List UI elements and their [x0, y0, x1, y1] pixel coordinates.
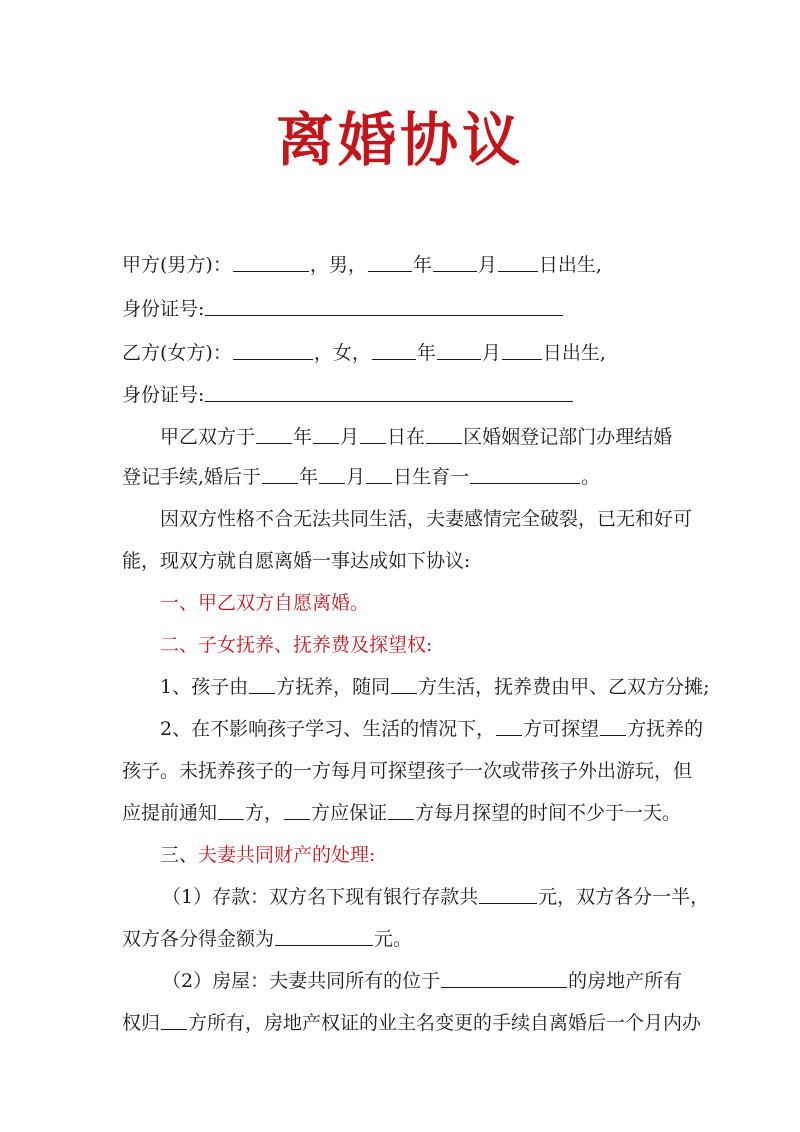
reason-line-2	[122, 548, 692, 574]
blank-day	[360, 424, 386, 444]
clause-text: 应提前通知	[122, 802, 218, 824]
blank-amount	[479, 884, 537, 904]
property-house-line	[162, 968, 732, 994]
clause-text: 元，双方各分一半，	[538, 886, 710, 908]
blank-address	[441, 968, 567, 988]
clause-text: 方应保证	[311, 802, 388, 824]
document-title	[0, 100, 800, 180]
birth-label: 日出生,	[542, 342, 606, 364]
blank-party	[161, 1010, 187, 1030]
blank-child	[470, 464, 580, 484]
blank-district	[426, 424, 462, 444]
blank-year	[372, 340, 416, 360]
blank-party	[218, 800, 244, 820]
blank-year	[368, 252, 412, 272]
section-number: 三、	[160, 844, 199, 866]
party-b-line	[122, 340, 692, 366]
marriage-line-2	[122, 464, 692, 490]
clause-text: 方生活，抚养费由甲、乙双方分摊;	[418, 676, 710, 698]
birth-label: 日出生,	[538, 254, 602, 276]
blank-party	[600, 716, 626, 736]
blank-year	[256, 424, 292, 444]
clause-text: 方抚养，随同	[276, 676, 391, 698]
clause-text: 方所有，房地产权证的业主名变更的手续自离婚后一个月内办	[188, 1012, 702, 1034]
party-a-label: 甲方(男方)：	[122, 254, 232, 276]
clause-text: 元。	[374, 928, 413, 950]
blank-id	[205, 382, 573, 402]
property-deposit-line	[162, 884, 732, 910]
clause-text: 方抚养的	[627, 718, 704, 740]
section-2-heading	[160, 632, 692, 658]
party-a-id-label: 身份证号:	[122, 298, 205, 320]
day-label: 日在	[387, 426, 426, 448]
section-3-heading	[160, 842, 692, 868]
section-1-heading	[160, 590, 692, 616]
marriage-text: 甲乙双方于	[160, 426, 256, 448]
child-clause-1	[160, 674, 710, 700]
clause-text: 孩子。未抚养孩子的一方每月可探望孩子一次或带孩子外出游玩，但	[122, 760, 693, 782]
reason-text: 因双方性格不合无法共同生活，夫妻感情完全破裂，已无和好可	[160, 508, 693, 530]
blank-day	[502, 340, 542, 360]
clause-text: 方可探望	[523, 718, 600, 740]
period: 。	[581, 466, 601, 488]
blank-year	[262, 464, 298, 484]
blank-party	[284, 800, 310, 820]
clause-text: 方每月探望的时间不少于一天。	[415, 802, 682, 824]
clause-text: （2）房屋：夫妻共同所有的位于	[162, 970, 441, 992]
blank-party	[388, 800, 414, 820]
party-b-label: 乙方(女方)：	[122, 342, 232, 364]
month-label: 月	[477, 254, 497, 276]
blank-amount	[275, 926, 373, 946]
year-label: 年	[412, 254, 432, 276]
clause-text: 权归	[122, 1012, 161, 1034]
clause-text: 2、在不影响孩子学习、生活的情况下，	[160, 718, 496, 740]
party-b-id-line	[122, 382, 692, 408]
party-a-line	[122, 252, 692, 278]
party-a-id-line	[122, 296, 692, 322]
clause-text: 双方各分得金额为	[122, 928, 275, 950]
year-label: 年	[299, 466, 319, 488]
section-heading-text: 一、甲乙双方自愿离婚。	[160, 592, 370, 614]
child-clause-2-end	[122, 800, 692, 826]
blank-month	[319, 464, 345, 484]
child-clause-2	[160, 716, 704, 742]
blank-party	[496, 716, 522, 736]
party-a-gender: ，男，	[309, 254, 367, 276]
section-heading-text: 二、子女抚养、抚养费及探望权:	[160, 634, 433, 656]
blank-id	[205, 296, 563, 316]
blank-name	[233, 340, 313, 360]
clause-text: 方，	[245, 802, 284, 824]
month-label: 月	[346, 466, 366, 488]
year-label: 年	[293, 426, 313, 448]
marriage-text: 区婚姻登记部门办理结婚	[463, 426, 673, 448]
blank-day	[366, 464, 392, 484]
marriage-text: 登记手续,婚后于	[122, 466, 262, 488]
marriage-line-1	[160, 424, 692, 450]
blank-party	[391, 674, 417, 694]
year-label: 年	[416, 342, 436, 364]
blank-name	[233, 252, 309, 272]
reason-text: 能，现双方就自愿离婚一事达成如下协议:	[122, 550, 471, 572]
blank-party	[249, 674, 275, 694]
blank-month	[313, 424, 339, 444]
month-label: 月	[481, 342, 501, 364]
party-b-gender: ，女，	[313, 342, 371, 364]
title-text: 离婚协议	[275, 106, 524, 174]
clause-text: （1）存款：双方名下现有银行存款共	[162, 886, 479, 908]
blank-month	[437, 340, 481, 360]
marriage-text: 日生育一	[393, 466, 470, 488]
blank-day	[498, 252, 538, 272]
blank-month	[433, 252, 477, 272]
clause-text: 1、孩子由	[160, 676, 249, 698]
month-label: 月	[340, 426, 360, 448]
party-b-id-label: 身份证号:	[122, 384, 205, 406]
child-clause-2-cont	[122, 758, 692, 784]
property-house-cont	[122, 1010, 702, 1036]
section-heading-text: 夫妻共同财产的处理:	[198, 844, 376, 866]
reason-line-1	[160, 506, 692, 532]
clause-text: 的房地产所有	[568, 970, 683, 992]
property-deposit-cont	[122, 926, 692, 952]
